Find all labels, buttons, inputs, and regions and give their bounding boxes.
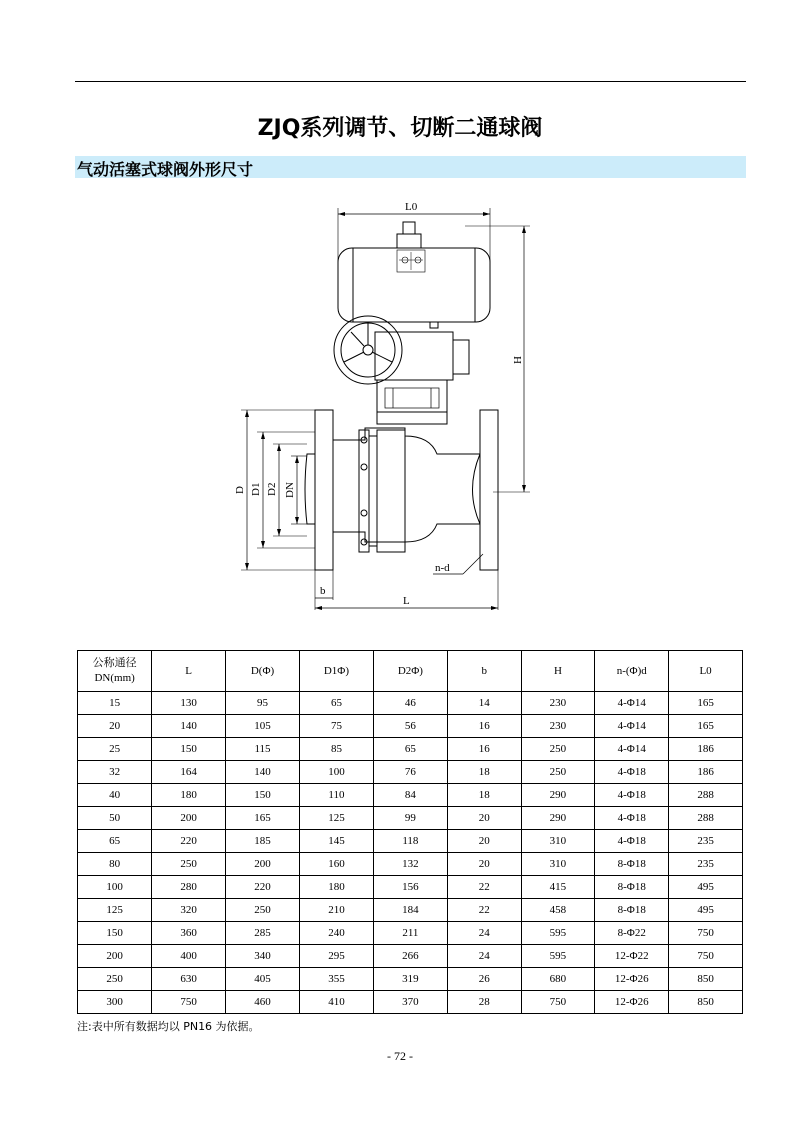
table-cell: 370 <box>373 991 447 1014</box>
dim-label-d: D <box>234 486 246 494</box>
table-cell: 266 <box>373 945 447 968</box>
section-header <box>75 156 746 178</box>
table-cell: 140 <box>226 761 300 784</box>
table-cell: 46 <box>373 692 447 715</box>
table-cell: 65 <box>373 738 447 761</box>
page-title: ZJQ系列调节、切断二通球阀 <box>257 116 543 141</box>
table-cell: 310 <box>521 853 595 876</box>
table-cell: 130 <box>152 692 226 715</box>
table-cell: 4-Φ14 <box>595 715 669 738</box>
table-cell: 250 <box>226 899 300 922</box>
table-body <box>78 692 743 1014</box>
table-cell: 360 <box>152 922 226 945</box>
table-cell: 235 <box>669 830 743 853</box>
table-cell: 200 <box>78 945 152 968</box>
header-l0: L0 <box>669 651 743 692</box>
table-cell: 250 <box>78 968 152 991</box>
dim-label-l: L <box>403 595 410 607</box>
table-cell: 280 <box>152 876 226 899</box>
table-row <box>78 784 743 807</box>
table-cell: 850 <box>669 968 743 991</box>
table-cell: 150 <box>152 738 226 761</box>
header-dn: 公称通径DN(mm) <box>78 651 152 692</box>
table-row <box>78 922 743 945</box>
table-cell: 460 <box>226 991 300 1014</box>
dim-label-l0: L0 <box>405 201 418 213</box>
table-cell: 750 <box>669 922 743 945</box>
table-row <box>78 899 743 922</box>
table-row <box>78 876 743 899</box>
table-cell: 210 <box>299 899 373 922</box>
table-cell: 14 <box>447 692 521 715</box>
table-row <box>78 968 743 991</box>
dim-label-d2: D2 <box>266 482 278 496</box>
table-cell: 28 <box>447 991 521 1014</box>
table-cell: 285 <box>226 922 300 945</box>
table-cell: 40 <box>78 784 152 807</box>
table-cell: 495 <box>669 899 743 922</box>
table-cell: 8-Φ18 <box>595 853 669 876</box>
header-h: H <box>521 651 595 692</box>
table-cell: 200 <box>152 807 226 830</box>
table-cell: 95 <box>226 692 300 715</box>
table-cell: 4-Φ18 <box>595 784 669 807</box>
table-cell: 18 <box>447 784 521 807</box>
table-cell: 76 <box>373 761 447 784</box>
table-cell: 8-Φ18 <box>595 899 669 922</box>
table-row <box>78 945 743 968</box>
table-cell: 100 <box>299 761 373 784</box>
header-d2: D2Φ) <box>373 651 447 692</box>
table-cell: 290 <box>521 807 595 830</box>
footnote: 注:表中所有数据均以 PN16 为依据。 <box>77 1020 260 1033</box>
table-cell: 16 <box>447 715 521 738</box>
table-cell: 20 <box>447 853 521 876</box>
table-cell: 630 <box>152 968 226 991</box>
header-d1: D1Φ) <box>299 651 373 692</box>
table-cell: 140 <box>152 715 226 738</box>
table-cell: 458 <box>521 899 595 922</box>
table-cell: 20 <box>447 807 521 830</box>
table-cell: 250 <box>521 761 595 784</box>
table-cell: 295 <box>299 945 373 968</box>
table-cell: 24 <box>447 922 521 945</box>
table-cell: 220 <box>226 876 300 899</box>
table-cell: 32 <box>78 761 152 784</box>
table-cell: 50 <box>78 807 152 830</box>
table-cell: 12-Φ22 <box>595 945 669 968</box>
table-cell: 8-Φ22 <box>595 922 669 945</box>
table-cell: 145 <box>299 830 373 853</box>
table-row <box>78 692 743 715</box>
table-cell: 165 <box>669 692 743 715</box>
table-cell: 80 <box>78 853 152 876</box>
table-cell: 680 <box>521 968 595 991</box>
table-cell: 165 <box>669 715 743 738</box>
table-cell: 99 <box>373 807 447 830</box>
header-d: D(Φ) <box>226 651 300 692</box>
table-cell: 4-Φ14 <box>595 738 669 761</box>
table-cell: 288 <box>669 784 743 807</box>
table-cell: 150 <box>78 922 152 945</box>
table-cell: 400 <box>152 945 226 968</box>
table-cell: 4-Φ18 <box>595 761 669 784</box>
table-cell: 65 <box>78 830 152 853</box>
table-cell: 125 <box>299 807 373 830</box>
table-cell: 185 <box>226 830 300 853</box>
header-l: L <box>152 651 226 692</box>
table-cell: 300 <box>78 991 152 1014</box>
dim-label-nd: n-d <box>435 562 450 574</box>
table-cell: 320 <box>152 899 226 922</box>
top-rule <box>75 81 746 82</box>
table-cell: 750 <box>669 945 743 968</box>
table-cell: 22 <box>447 899 521 922</box>
table-cell: 18 <box>447 761 521 784</box>
table-cell: 24 <box>447 945 521 968</box>
table-cell: 355 <box>299 968 373 991</box>
table-cell: 22 <box>447 876 521 899</box>
table-cell: 180 <box>152 784 226 807</box>
table-cell: 319 <box>373 968 447 991</box>
table-cell: 186 <box>669 761 743 784</box>
table-cell: 105 <box>226 715 300 738</box>
table-cell: 410 <box>299 991 373 1014</box>
table-cell: 165 <box>226 807 300 830</box>
table-cell: 65 <box>299 692 373 715</box>
table-cell: 750 <box>152 991 226 1014</box>
table-cell: 180 <box>299 876 373 899</box>
table-cell: 4-Φ14 <box>595 692 669 715</box>
table-cell: 184 <box>373 899 447 922</box>
page-number: - 72 - <box>387 1049 413 1063</box>
table-cell: 220 <box>152 830 226 853</box>
table-cell: 160 <box>299 853 373 876</box>
header-b: b <box>447 651 521 692</box>
table-cell: 20 <box>78 715 152 738</box>
table-cell: 230 <box>521 715 595 738</box>
table-row <box>78 761 743 784</box>
table-cell: 85 <box>299 738 373 761</box>
table-cell: 75 <box>299 715 373 738</box>
table-cell: 8-Φ18 <box>595 876 669 899</box>
table-cell: 16 <box>447 738 521 761</box>
table-cell: 235 <box>669 853 743 876</box>
table-row <box>78 991 743 1014</box>
table-cell: 125 <box>78 899 152 922</box>
table-cell: 12-Φ26 <box>595 968 669 991</box>
table-cell: 290 <box>521 784 595 807</box>
dimensions-table <box>77 650 743 1014</box>
table-cell: 211 <box>373 922 447 945</box>
table-cell: 132 <box>373 853 447 876</box>
table-cell: 310 <box>521 830 595 853</box>
table-cell: 100 <box>78 876 152 899</box>
dim-label-b: b <box>320 585 326 597</box>
table-cell: 15 <box>78 692 152 715</box>
table-row <box>78 853 743 876</box>
table-cell: 250 <box>521 738 595 761</box>
table-cell: 26 <box>447 968 521 991</box>
table-cell: 115 <box>226 738 300 761</box>
table-cell: 415 <box>521 876 595 899</box>
table-cell: 186 <box>669 738 743 761</box>
table-cell: 850 <box>669 991 743 1014</box>
table-cell: 595 <box>521 922 595 945</box>
table-row <box>78 807 743 830</box>
section-title: 气动活塞式球阀外形尺寸 <box>77 160 254 179</box>
table-cell: 340 <box>226 945 300 968</box>
dim-label-d1: D1 <box>250 482 262 496</box>
table-row <box>78 715 743 738</box>
table-cell: 118 <box>373 830 447 853</box>
table-cell: 164 <box>152 761 226 784</box>
table-cell: 4-Φ18 <box>595 807 669 830</box>
table-cell: 156 <box>373 876 447 899</box>
table-cell: 12-Φ26 <box>595 991 669 1014</box>
table-header-row <box>78 651 743 692</box>
table-cell: 25 <box>78 738 152 761</box>
table-cell: 56 <box>373 715 447 738</box>
table-cell: 750 <box>521 991 595 1014</box>
table-cell: 84 <box>373 784 447 807</box>
table-cell: 150 <box>226 784 300 807</box>
table-cell: 405 <box>226 968 300 991</box>
dim-label-h: H <box>512 356 524 364</box>
table-cell: 230 <box>521 692 595 715</box>
table-cell: 495 <box>669 876 743 899</box>
table-cell: 250 <box>152 853 226 876</box>
dim-label-dn: DN <box>284 482 296 498</box>
table-cell: 595 <box>521 945 595 968</box>
table-cell: 200 <box>226 853 300 876</box>
table-cell: 4-Φ18 <box>595 830 669 853</box>
header-nd: n-(Φ)d <box>595 651 669 692</box>
table-row <box>78 830 743 853</box>
table-cell: 240 <box>299 922 373 945</box>
valve-drawing <box>225 192 555 622</box>
table-cell: 110 <box>299 784 373 807</box>
table-row <box>78 738 743 761</box>
table-cell: 20 <box>447 830 521 853</box>
table-cell: 288 <box>669 807 743 830</box>
